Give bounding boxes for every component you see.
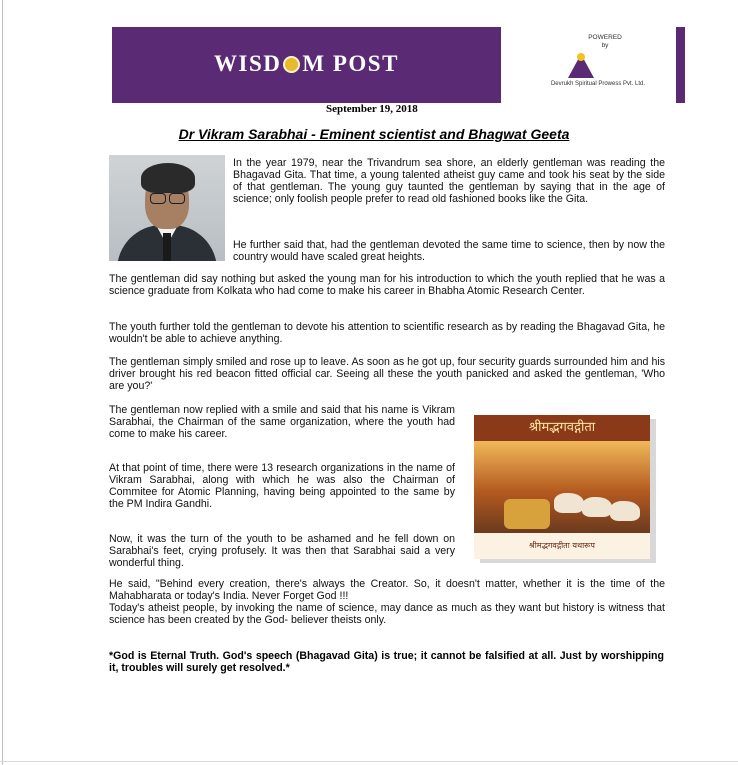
portrait-photo <box>109 155 225 261</box>
paragraph-8: Now, it was the turn of the youth to be ashamed and he fell down on Sarabhai's feet, crying profusely. It was then that Sarabhai said a very wonderful thing. <box>109 533 455 569</box>
masthead-banner <box>112 27 501 103</box>
paragraph-6: The gentleman now replied with a smile and said that his name is Vikram Sarabhai, the Chairman of the same organization, where the youth had come to make his career. <box>109 404 455 440</box>
company-name: Devrukh Spiritual Prowess Pvt. Ltd. <box>550 81 646 87</box>
powered-by-label <box>540 34 670 50</box>
book-subtitle: श्रीमद्भगवद्गीता यथारूप <box>474 533 650 559</box>
masthead-title-part2: M POST <box>302 51 399 76</box>
logo-dot-icon <box>577 53 585 61</box>
paragraph-1: In the year 1979, near the Trivandrum sea shore, an elderly gentleman was reading the Bhagavad Gita. That time, a young talented atheist guy came and took his seat by the side of that gentleman. The young guy taunted the gentleman by saying that in the age of science; only foolish people prefer to read old fashioned books like the Gita. <box>233 157 665 205</box>
page-edge <box>2 0 3 765</box>
paragraph-10: Today's atheist people, by invoking the name of science, may dance as much as they want but history is witness that science has been created by the God- believer theists only. <box>109 602 665 626</box>
paragraph-5: The gentleman simply smiled and rose up to leave. As soon as he got up, four security guards surrounded him and his driver brought his red beacon fitted official car. Seeing all these the youth panicked and asked the gentleman, 'Who are you?' <box>109 356 665 392</box>
header-accent-bar <box>676 27 685 103</box>
article-headline: Dr Vikram Sarabhai - Eminent scientist and Bhagwat Geeta <box>178 126 570 142</box>
paragraph-2: He further said that, had the gentleman devoted the same time to science, then by now the country would have scaled great heights. <box>233 239 665 263</box>
article-date: September 19, 2018 <box>326 103 418 115</box>
book-cover-art <box>474 441 650 533</box>
book-title: श्रीमद्भगवद्गीता <box>474 415 650 441</box>
paragraph-4: The youth further told the gentleman to devote his attention to scientific research as by reading the Bhagavad Gita, he wouldn't be able to achieve anything. <box>109 321 665 345</box>
sun-logo-icon <box>283 56 300 73</box>
powered-text: POWERED <box>588 34 622 41</box>
by-text: by <box>601 42 609 49</box>
paragraph-9: He said, "Behind every creation, there's always the Creator. So, it doesn't matter, whether it is the time of the Mahabharata or today's India. Never Forget God !!! <box>109 578 665 602</box>
page-edge-bottom <box>0 761 738 762</box>
bhagavad-gita-book-image <box>474 415 650 559</box>
paragraph-3: The gentleman did say nothing but asked the young man for his introduction to which the youth replied that he was a science graduate from Kolkata who had come to make his career in Bhabha Atomic Research Center. <box>109 273 665 297</box>
masthead-title <box>112 51 501 77</box>
closing-quote: *God is Eternal Truth. God's speech (Bhagavad Gita) is true; it cannot be falsified at all. Just by worshipping it, troubles will surely get resolved.* <box>109 650 664 674</box>
masthead-title-part1: WISD <box>214 51 282 76</box>
paragraph-7: At that point of time, there were 13 research organizations in the name of Vikram Sarabhai, along with which he was also the Chairman of Commitee for Atomic Planning, having being appointed to the same by the PM Indira Gandhi. <box>109 462 455 510</box>
